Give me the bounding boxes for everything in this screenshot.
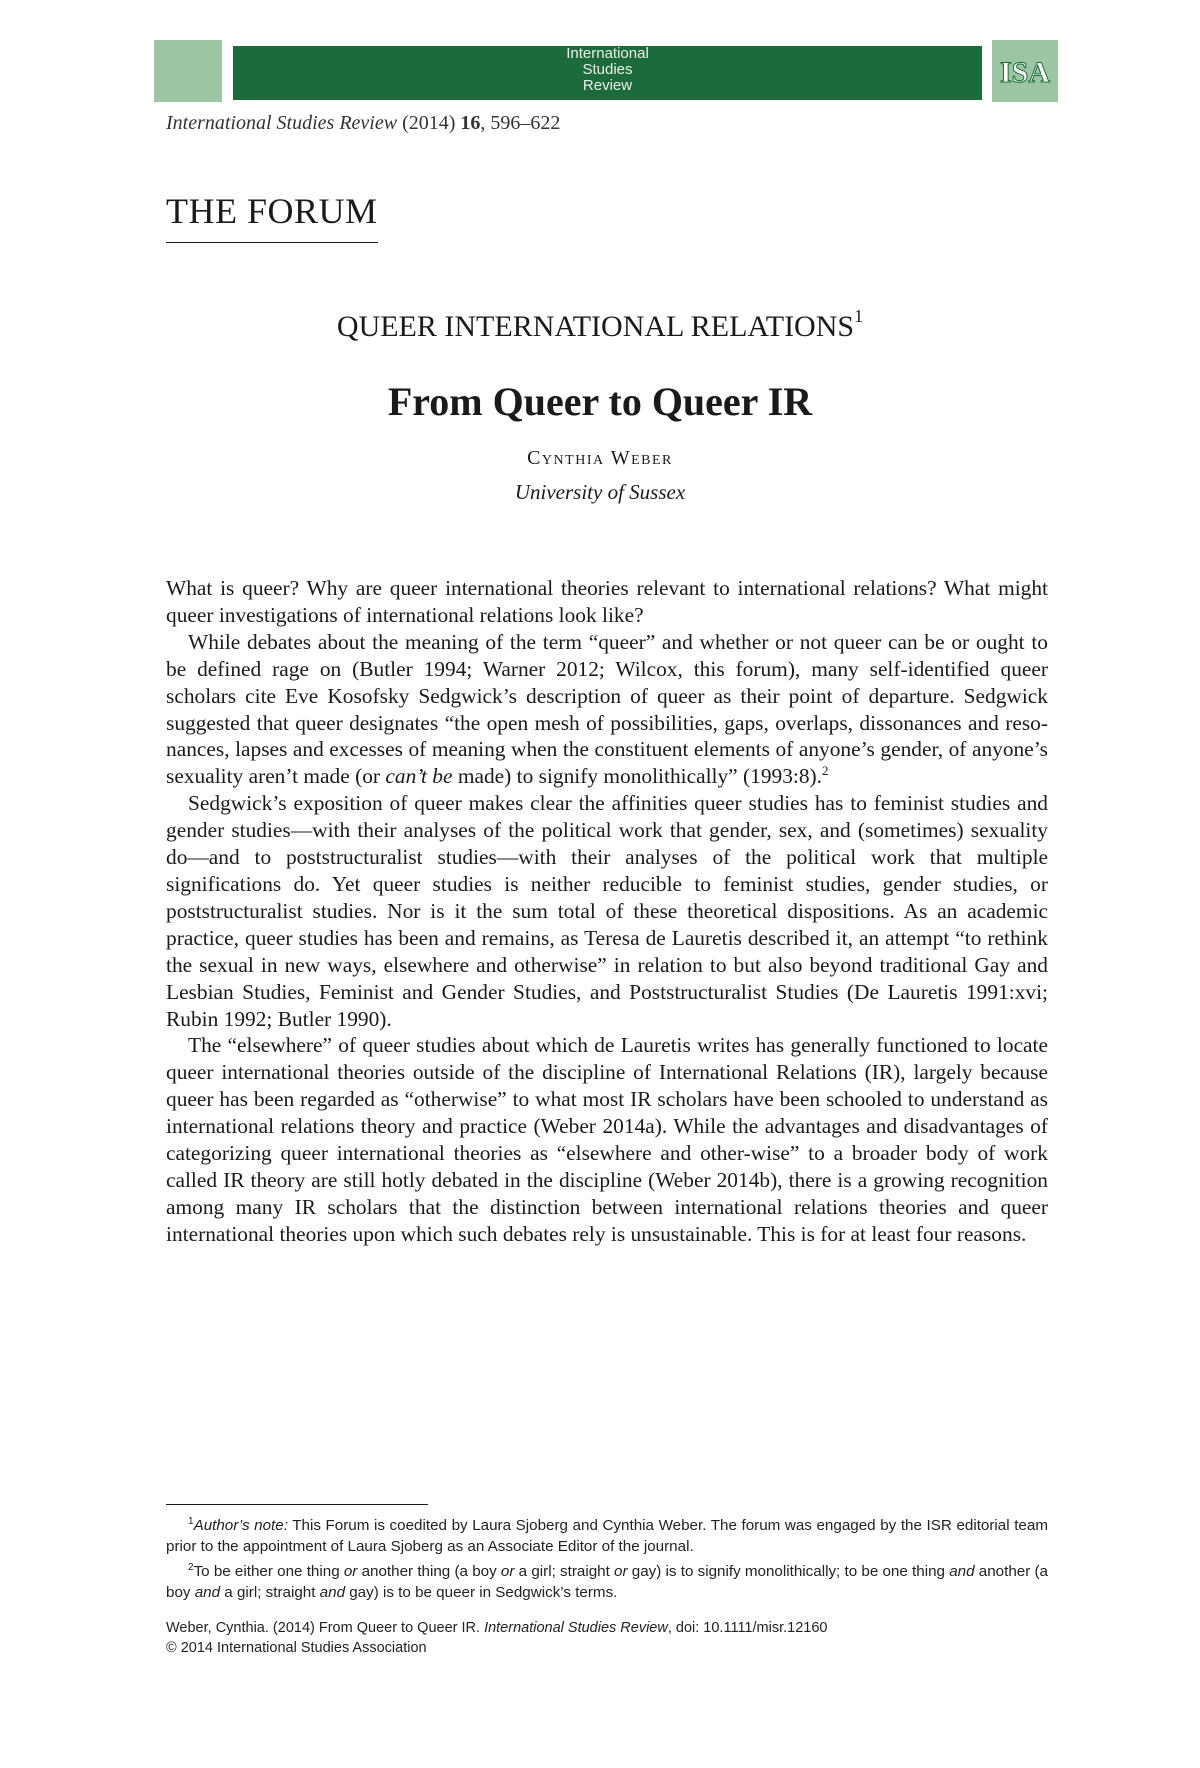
forum-heading: THE FORUM	[166, 190, 378, 243]
credit-text: Weber, Cynthia. (2014) From Queer to Queer IR.	[166, 1620, 485, 1636]
fn2-em: and	[319, 1583, 346, 1601]
fn2-seg: another (a boy	[166, 1563, 1049, 1601]
fn2-em: or	[614, 1563, 628, 1580]
footnote-marker-2[interactable]: 2	[822, 763, 829, 779]
fn2-seg: another thing (a boy	[357, 1563, 501, 1580]
fn2-em: and	[194, 1583, 221, 1601]
credit-line-2: © 2014 International Studies Association	[166, 1640, 427, 1656]
fn2-em: or	[343, 1563, 358, 1580]
section-footnote-marker[interactable]: 1	[854, 306, 864, 326]
p2-emphasis: can’t be	[385, 764, 453, 789]
banner-line-3: Review	[582, 77, 633, 94]
author-name: Cynthia Weber	[527, 447, 673, 469]
footnote-1	[166, 1516, 1048, 1557]
logo-lettering: ISA	[999, 56, 1051, 89]
fn2-em: or	[500, 1563, 515, 1580]
fn2-em: and	[949, 1563, 975, 1580]
footnote-divider	[166, 1504, 428, 1505]
article-title: From Queer to Queer IR	[387, 379, 813, 424]
fn2-seg: gay) is to signify monolithically; to be one thing	[627, 1563, 950, 1580]
footnote-2	[166, 1562, 1048, 1603]
fn2-seg: a girl; straight	[220, 1583, 320, 1601]
isa-logo-icon	[997, 51, 1053, 91]
citation-journal: International Studies Review	[166, 112, 398, 134]
footnote-1-number: 1	[188, 1515, 194, 1527]
section-title-text: QUEER INTERNATIONAL RELATIONS	[336, 310, 855, 343]
credit-doi[interactable]: , doi: 10.1111/misr.12160	[667, 1620, 828, 1636]
footnote-1-text: This Forum is coedited by Laura Sjoberg and Cynthia Weber. The forum was engaged by the ISR editorial team prior to the appointment of Laura Sjoberg as an Associate Editor of the journal.	[166, 1517, 1048, 1555]
journal-banner	[233, 46, 982, 100]
citation-credit	[166, 1618, 1048, 1658]
footnote-2-number: 2	[188, 1561, 194, 1573]
article-body	[166, 575, 1048, 1248]
citation-pages: , 596–622	[480, 112, 561, 134]
fn2-seg: gay) is to be queer in Sedgwick’s terms.	[345, 1583, 618, 1601]
body-paragraph-1: What is queer? Why are queer international theories relevant to international relations? What might queer investigations of international relations look like?	[166, 576, 1048, 627]
banner-left-block	[154, 40, 222, 102]
p2-text-a: While debates about the meaning of the term “queer” and whether or not queer can be or ought to be defined rage on (Butler 1994; Warner 2012; Wilcox, this forum), many self-identified queer scholars cite Eve Kosofsky Sedgwick’s description of queer as their point of departure. Sedgwick suggested that queer designates “the open mesh of possibilities, gaps, overlaps, dissonances and resonances, lapses and excesses of meaning when the constituent elements of anyone’s gender, of anyone’s sexuality aren’t made (or	[166, 629, 1048, 789]
footnotes	[166, 1516, 1048, 1608]
fn2-seg: To be either one thing	[193, 1563, 344, 1580]
credit-line-1	[166, 1618, 1048, 1638]
banner-line-2: Studies	[582, 61, 633, 78]
section-title	[0, 306, 1200, 344]
footnote-1-label: Author’s note:	[193, 1517, 288, 1534]
isa-logo	[992, 40, 1058, 102]
body-paragraph-4: The “elsewhere” of queer studies about which de Lauretis writes has generally functioned to locate queer international theories outside of the discipline of International Relations (IR), largely because queer has been regarded as “otherwise” to what most IR scholars have been schooled to understand as international relations theory and practice (Weber 2014a). While the advantages and disadvantages of categorizing queer international theories as “elsewhere and other-wise” to a broader body of work called IR theory are still hotly debated in the discipline (Weber 2014b), there is a growing recognition among many IR scholars that the distinction between international relations theories and queer international theories upon which such debates rely is unsustainable. This is for at least four reasons.	[166, 1033, 1048, 1246]
p2-text-b: made) to signify monolithically” (1993:8).	[452, 764, 823, 789]
citation-volume: 16	[460, 112, 481, 134]
banner-line-1: International	[566, 45, 649, 62]
journal-citation	[166, 112, 560, 135]
credit-journal: International Studies Review	[484, 1620, 668, 1636]
body-paragraph-2	[166, 629, 1048, 790]
citation-year: (2014)	[397, 112, 461, 134]
body-paragraph-3: Sedgwick’s exposition of queer makes clear the affinities queer studies has to feminist studies and gender studies—with their analyses of the political work that gender, sex, and (sometimes) sexuality do—and to poststructuralist studies—with their analyses of the political work that multiple significations do. Yet queer studies is neither reducible to feminist studies, gender studies, or poststructuralist studies. Nor is it the sum total of these theoretical dispositions. As an academic practice, queer studies has been and remains, as Teresa de Lauretis described it, an attempt “to rethink the sexual in new ways, elsewhere and otherwise” in relation to but also beyond traditional Gay and Lesbian Studies, Feminist and Gender Studies, and Poststructuralist Studies (De Lauretis 1991:xvi; Rubin 1992; Butler 1990).	[166, 791, 1048, 1031]
fn2-seg: a girl; straight	[514, 1563, 615, 1580]
author-affiliation: University of Sussex	[514, 480, 686, 504]
